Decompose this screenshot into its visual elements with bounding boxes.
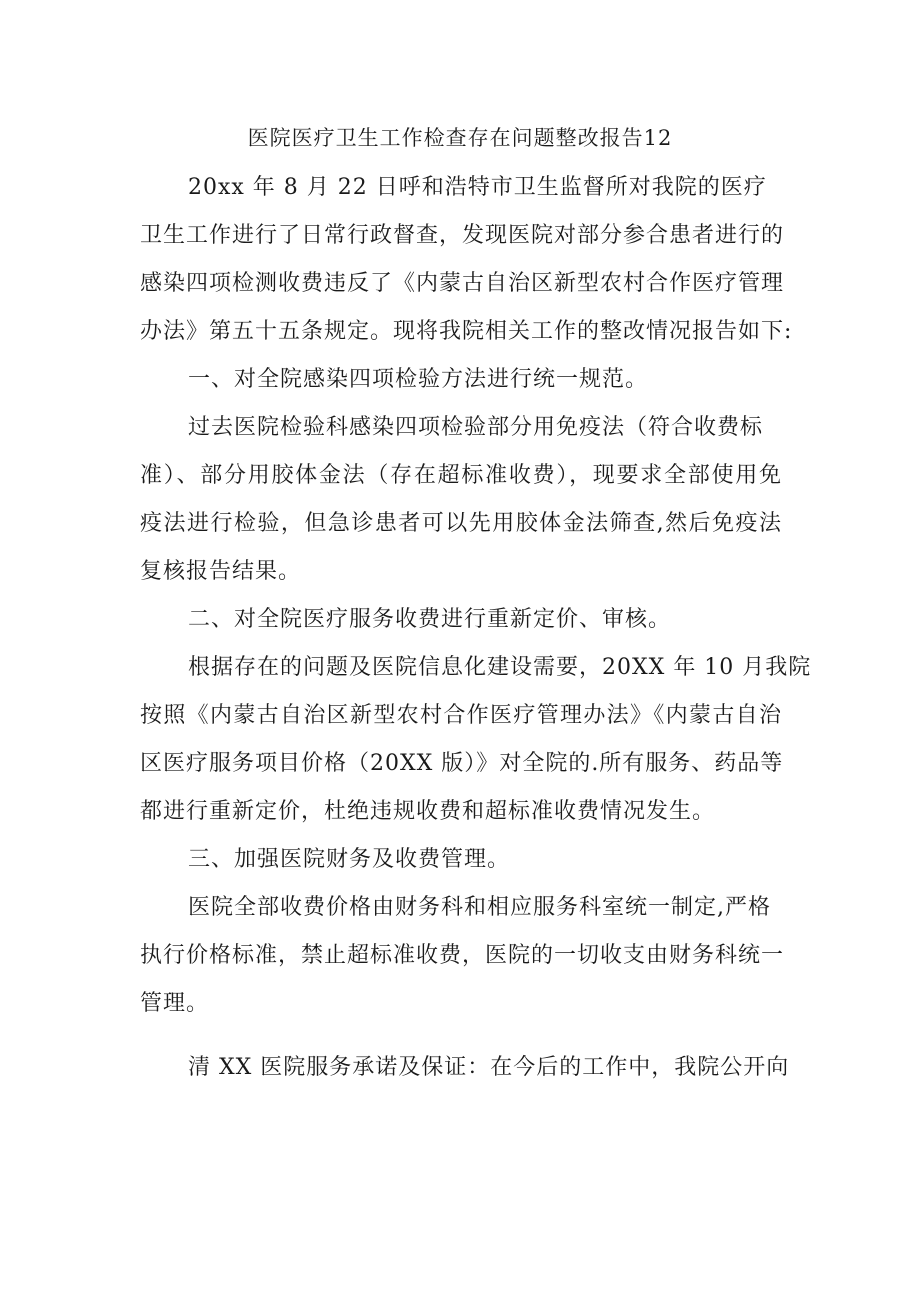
paragraph-line: 区医疗服务项目价格（20XX 版）》对全院的.所有服务、药品等 (140, 751, 784, 776)
paragraph-line: 执行价格标准，禁止超标准收费，医院的一切收支由财务科统一 (140, 943, 785, 968)
section-heading: 三、加强医院财务及收费管理。 (188, 847, 511, 872)
paragraph-line: 管理。 (140, 991, 210, 1016)
section-heading: 二、对全院医疗服务收费进行重新定价、审核。 (188, 607, 672, 632)
section-heading: 一、对全院感染四项检验方法进行统一规范。 (188, 367, 649, 392)
paragraph-line: 办法》第五十五条规定。现将我院相关工作的整改情况报告如下: (140, 319, 793, 344)
paragraph-line: 过去医院检验科感染四项检验部分用免疫法（符合收费标 (188, 415, 764, 440)
paragraph-line: 准）、部分用胶体金法（存在超标准收费），现要求全部使用免 (140, 463, 782, 488)
paragraph-line: 疫法进行检验，但急诊患者可以先用胶体金法筛查,然后免疫法 (140, 511, 782, 536)
paragraph-line: 根据存在的问题及医院信息化建设需要，20XX 年 10 月我院 (188, 655, 812, 680)
paragraph-line: 医院全部收费价格由财务科和相应服务科室统一制定,严格 (188, 895, 771, 920)
document-title: 医院医疗卫生工作检查存在问题整改报告12 (247, 126, 673, 150)
paragraph-line: 复核报告结果。 (140, 559, 302, 584)
paragraph-line: 20xx 年 8 月 22 日呼和浩特市卫生监督所对我院的医疗 (188, 175, 767, 200)
paragraph-line: 感染四项检测收费违反了《内蒙古自治区新型农村合作医疗管理 (140, 271, 785, 296)
paragraph-line: 卫生工作进行了日常行政督查，发现医院对部分参合患者进行的 (140, 223, 785, 248)
paragraph-line: 清 XX 医院服务承诺及保证：在今后的工作中，我院公开向 (188, 1055, 790, 1080)
paragraph-line: 都进行重新定价，杜绝违规收费和超标准收费情况发生。 (140, 799, 716, 824)
paragraph-line: 按照《内蒙古自治区新型农村合作医疗管理办法》《内蒙古自治 (140, 703, 782, 728)
